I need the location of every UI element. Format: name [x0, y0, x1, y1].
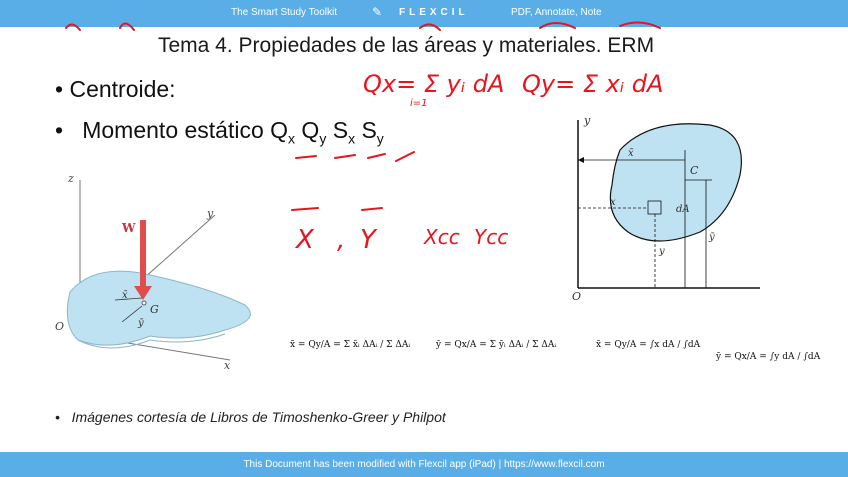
ink-qx-sub: i=1: [410, 98, 428, 109]
label-ybar: ȳ: [138, 318, 144, 329]
brand-name: FLEXCIL: [399, 7, 469, 18]
ink-qx: Qx= Σ yᵢ dA: [363, 70, 505, 98]
momento-text: Momento estático Q: [82, 117, 289, 143]
bullet-centroide-text: Centroide:: [69, 76, 176, 102]
ink-ycg: Ycc: [474, 225, 509, 249]
ink-underlines: [296, 152, 414, 161]
right-xbar: x̄: [628, 148, 634, 159]
sub-y: y: [319, 130, 327, 147]
feature-label: PDF, Annotate, Note: [511, 7, 602, 18]
ink-ybar: Y: [360, 225, 376, 255]
right-x: x: [610, 197, 616, 208]
right-da: dA: [676, 204, 690, 215]
formula-xbar-int: x̄ = Qy/A = ∫x dA / ∫dA: [596, 340, 701, 350]
right-origin: O: [572, 290, 582, 303]
flexcil-logo-icon: ✎: [372, 5, 383, 19]
toolkit-label: The Smart Study Toolkit: [231, 7, 337, 18]
centroid-g: G: [150, 303, 159, 316]
area-figure: [572, 114, 760, 303]
ink-xbar: X: [296, 225, 314, 255]
sub-sy: y: [376, 130, 384, 147]
credit-text: Imágenes cortesía de Libros de Timoshenko-Greer y Philpot: [71, 409, 446, 425]
right-ybar: ȳ: [709, 232, 715, 243]
bullet-momento: • Momento estático $Q_x$ $Q_y$ $S_x$ $S_y$: [55, 117, 384, 147]
axis-y: y: [207, 207, 214, 220]
ink-qy: Qy= Σ xᵢ dA: [522, 70, 664, 98]
momento-s2: S: [355, 117, 377, 143]
ink-bars: [292, 208, 382, 210]
sub-x: x: [288, 130, 296, 147]
formula-xbar-sum: x̄ = Qy/A = Σ x̄ᵢ ΔAᵢ / Σ ΔAᵢ: [290, 340, 411, 350]
ink-xcg: Xcc: [424, 225, 460, 249]
plate-figure: [55, 172, 250, 372]
axis-x: x: [224, 359, 231, 372]
bullet-centroide: • Centroide:: [55, 76, 176, 102]
weight-w: W: [122, 221, 136, 235]
ink-comma: ,: [337, 225, 346, 255]
cutoff-ink-strokes: [66, 22, 660, 30]
sub-sx: x: [348, 130, 356, 147]
title-topic: Tema 4: [158, 34, 227, 57]
title-text: . Propiedades de las áreas y materiales. ERM: [226, 34, 655, 57]
right-axis-y: y: [584, 114, 591, 127]
label-xbar: x̄: [122, 290, 128, 301]
formula-ybar-int: ȳ = Qx/A = ∫y dA / ∫dA: [716, 352, 821, 362]
axis-z: z: [68, 172, 74, 185]
right-y2: y: [659, 246, 665, 257]
momento-q: Q: [295, 117, 320, 143]
right-c: C: [690, 164, 699, 177]
origin-o: O: [55, 320, 65, 333]
momento-s: S: [326, 117, 349, 143]
image-credit: • Imágenes cortesía de Libros de Timoshenko-Greer y Philpot: [55, 409, 446, 425]
bottom-banner: This Document has been modified with Flexcil app (iPad) | https://www.flexcil.com: [0, 452, 848, 477]
formula-ybar-sum: ȳ = Qx/A = Σ ȳᵢ ΔAᵢ / Σ ΔAᵢ: [436, 340, 557, 350]
